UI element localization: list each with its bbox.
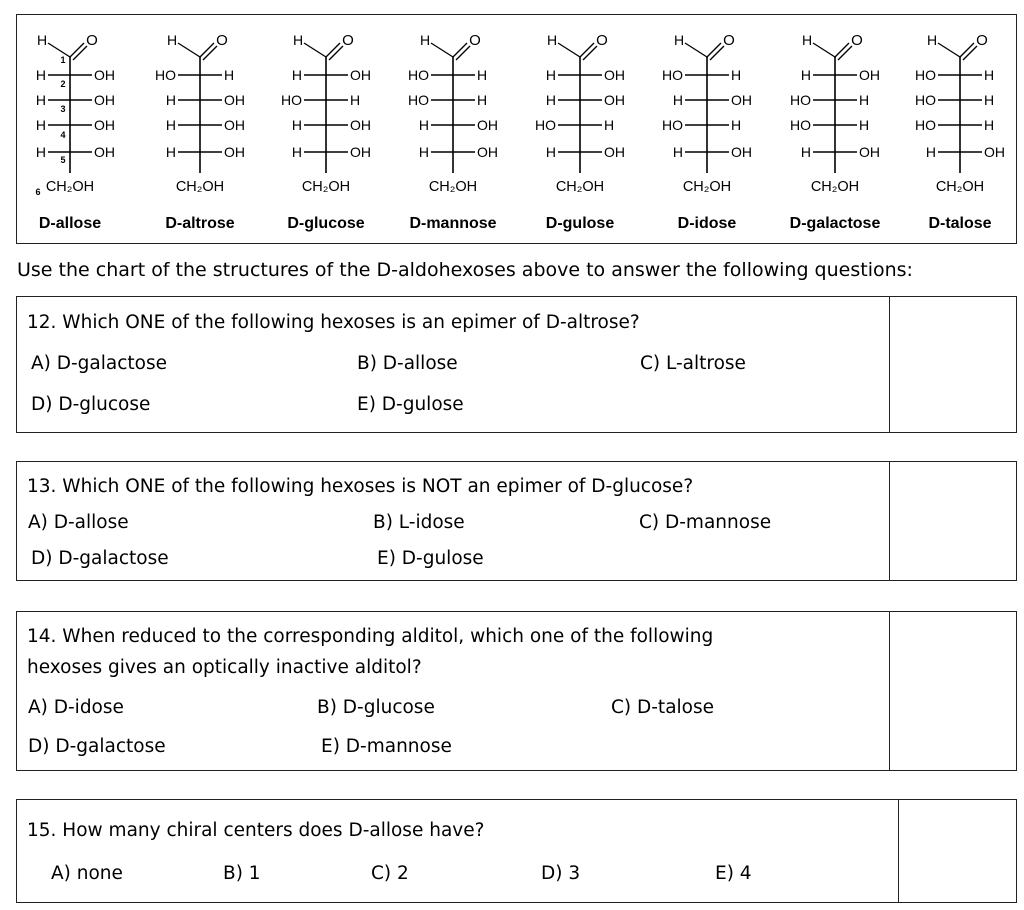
double-bond <box>200 43 214 57</box>
carbon-number-6: 6 <box>35 187 41 197</box>
question-15 <box>16 799 1017 903</box>
fischer-projection <box>520 15 640 215</box>
double-bond <box>70 43 84 57</box>
structure-d-allose <box>10 15 130 245</box>
aldehyde-h: H <box>36 32 48 48</box>
double-bond <box>73 46 87 60</box>
right-substituent: H <box>477 67 488 83</box>
structure-d-altrose <box>140 15 260 245</box>
q13-option-e[interactable]: E) D-gulose <box>377 548 484 569</box>
left-substituent: H <box>545 144 556 160</box>
ch2oh-group: CH₂OH <box>555 179 605 195</box>
left-substituent: H <box>800 67 811 83</box>
ch2oh-group: CH₂OH <box>175 179 225 195</box>
ch2oh-group: CH₂OH <box>301 179 351 195</box>
left-substituent: HO <box>155 67 176 83</box>
aldehyde-o: O <box>216 32 228 49</box>
right-substituent: H <box>350 92 361 108</box>
double-bond <box>326 43 340 57</box>
left-substituent: HO <box>915 117 936 133</box>
fischer-projection <box>140 15 260 215</box>
double-bond <box>580 43 594 57</box>
fischer-projection <box>393 15 513 215</box>
left-substituent: H <box>165 92 176 108</box>
aldehyde-h: H <box>292 32 304 48</box>
left-substituent: H <box>418 144 429 160</box>
left-substituent: H <box>672 144 683 160</box>
aldehyde-h: H <box>801 32 813 48</box>
right-substituent: H <box>731 117 742 133</box>
left-substituent: H <box>291 117 302 133</box>
aldehyde-o: O <box>851 32 863 49</box>
bond <box>178 43 200 57</box>
right-substituent: OH <box>984 144 1005 160</box>
left-substituent: HO <box>281 92 302 108</box>
carbon-number-5: 5 <box>60 155 66 165</box>
left-substituent: H <box>165 144 176 160</box>
right-substituent: H <box>859 92 870 108</box>
left-substituent: HO <box>915 67 936 83</box>
q12-option-a[interactable]: A) D-galactose <box>31 353 167 374</box>
left-substituent: H <box>418 117 429 133</box>
structure-name: D-altrose <box>165 215 235 232</box>
right-substituent: H <box>224 67 235 83</box>
right-substituent: OH <box>224 144 245 160</box>
carbon-number-1: 1 <box>60 55 66 65</box>
structure-d-gulose <box>520 15 640 245</box>
double-bond <box>583 46 597 60</box>
aldehyde-o: O <box>596 32 608 49</box>
bond <box>938 43 960 57</box>
left-substituent: H <box>672 92 683 108</box>
aldehyde-o: O <box>976 32 988 49</box>
carbon-number-3: 3 <box>60 104 66 114</box>
right-substituent: H <box>984 67 995 83</box>
double-bond <box>203 46 217 60</box>
right-substituent: H <box>984 92 995 108</box>
right-substituent: OH <box>350 67 371 83</box>
ch2oh-group: CH₂OH <box>428 179 478 195</box>
right-substituent: OH <box>731 144 752 160</box>
left-substituent: H <box>545 92 556 108</box>
aldehyde-h: H <box>926 32 938 48</box>
left-substituent: HO <box>662 117 683 133</box>
structure-d-talose <box>900 15 1020 245</box>
fischer-projection <box>266 15 386 215</box>
double-bond <box>838 46 852 60</box>
q13-option-b[interactable]: B) L-idose <box>373 512 465 533</box>
right-substituent: OH <box>350 144 371 160</box>
left-substituent: H <box>165 117 176 133</box>
bond <box>431 43 453 57</box>
right-substituent: OH <box>94 67 115 83</box>
aldehyde-o: O <box>469 32 481 49</box>
aldehyde-h: H <box>673 32 685 48</box>
right-substituent: OH <box>477 117 498 133</box>
q12-option-b[interactable]: B) D-allose <box>357 353 458 374</box>
aldehyde-h: H <box>546 32 558 48</box>
question-12-prompt: 12. Which ONE of the following hexoses is an epimer of D-altrose? <box>27 312 640 333</box>
bond <box>48 43 70 57</box>
structure-d-galactose <box>775 15 895 245</box>
carbon-number-4: 4 <box>60 130 66 140</box>
q12-option-e[interactable]: E) D-gulose <box>357 394 464 415</box>
ch2oh-group: CH₂OH <box>935 179 985 195</box>
q13-option-d[interactable]: D) D-galactose <box>31 548 169 569</box>
right-substituent: H <box>731 67 742 83</box>
q14-option-c[interactable]: C) D-talose <box>611 697 715 718</box>
right-substituent: OH <box>224 92 245 108</box>
right-substituent: H <box>859 117 870 133</box>
ch2oh-group: CH₂OH <box>682 179 732 195</box>
instructions: Use the chart of the structures of the D-aldohexoses above to answer the following questions: <box>17 259 913 281</box>
double-bond <box>456 46 470 60</box>
bond <box>558 43 580 57</box>
right-substituent: H <box>984 117 995 133</box>
double-bond <box>835 43 849 57</box>
question-14-prompt-line1: 14. When reduced to the corresponding alditol, which one of the following <box>27 626 714 647</box>
q15-option-b[interactable]: B) 1 <box>223 863 261 884</box>
right-substituent: OH <box>94 117 115 133</box>
right-substituent: H <box>477 92 488 108</box>
left-substituent: H <box>800 144 811 160</box>
left-substituent: H <box>291 144 302 160</box>
fischer-projection <box>900 15 1020 215</box>
question-13 <box>16 461 1017 581</box>
ch2oh-group: CH₂OH <box>810 179 860 195</box>
structure-name: D-glucose <box>287 215 365 232</box>
right-substituent: OH <box>859 144 880 160</box>
structure-name: D-idose <box>677 215 737 232</box>
question-15-prompt: 15. How many chiral centers does D-allose have? <box>27 820 485 841</box>
double-bond <box>963 46 977 60</box>
carbon-number-2: 2 <box>60 79 66 89</box>
bond <box>685 43 707 57</box>
fischer-projection <box>775 15 895 215</box>
q15-option-e[interactable]: E) 4 <box>715 863 752 884</box>
left-substituent: HO <box>408 67 429 83</box>
q12-option-c[interactable]: C) L-altrose <box>640 353 746 374</box>
right-substituent: OH <box>94 144 115 160</box>
right-substituent: OH <box>731 92 752 108</box>
left-substituent: H <box>35 92 46 108</box>
q15-option-d[interactable]: D) 3 <box>541 863 581 884</box>
aldehyde-o: O <box>723 32 735 49</box>
bond <box>813 43 835 57</box>
right-substituent: OH <box>604 67 625 83</box>
q15-option-c[interactable]: C) 2 <box>371 863 409 884</box>
double-bond <box>710 46 724 60</box>
structure-name: D-gulose <box>545 215 615 232</box>
right-substituent: OH <box>94 92 115 108</box>
double-bond <box>453 43 467 57</box>
left-substituent: HO <box>790 92 811 108</box>
double-bond <box>329 46 343 60</box>
right-substituent: OH <box>224 117 245 133</box>
q15-option-a[interactable]: A) none <box>51 863 123 884</box>
fischer-projection <box>10 15 130 215</box>
q14-option-a[interactable]: A) D-idose <box>28 697 124 718</box>
left-substituent: HO <box>408 92 429 108</box>
right-substituent: OH <box>477 144 498 160</box>
right-substituent: H <box>604 117 615 133</box>
double-bond <box>707 43 721 57</box>
structure-d-mannose <box>393 15 513 245</box>
right-substituent: OH <box>350 117 371 133</box>
aldehyde-h: H <box>419 32 431 48</box>
right-substituent: OH <box>604 144 625 160</box>
left-substituent: HO <box>915 92 936 108</box>
left-substituent: HO <box>662 67 683 83</box>
fischer-projection <box>647 15 767 215</box>
left-substituent: H <box>35 144 46 160</box>
q12-option-d[interactable]: D) D-glucose <box>31 394 151 415</box>
q13-option-a[interactable]: A) D-allose <box>28 512 129 533</box>
q14-option-d[interactable]: D) D-galactose <box>28 736 166 757</box>
left-substituent: H <box>35 117 46 133</box>
bond <box>304 43 326 57</box>
ch2oh-group: CH₂OH <box>45 179 95 195</box>
q14-option-b[interactable]: B) D-glucose <box>317 697 435 718</box>
question-14 <box>16 611 1017 771</box>
aldehyde-o: O <box>342 32 354 49</box>
structure-name: D-talose <box>928 215 992 232</box>
left-substituent: H <box>925 144 936 160</box>
question-12 <box>16 296 1017 433</box>
question-13-prompt: 13. Which ONE of the following hexoses is NOT an epimer of D-glucose? <box>27 476 694 497</box>
question-14-prompt-line2: hexoses gives an optically inactive alditol? <box>27 657 422 678</box>
structure-name: D-allose <box>38 215 102 232</box>
aldehyde-o: O <box>86 32 98 49</box>
right-substituent: OH <box>604 92 625 108</box>
q14-option-e[interactable]: E) D-mannose <box>321 736 452 757</box>
left-substituent: H <box>35 67 46 83</box>
structure-name: D-mannose <box>409 215 497 232</box>
structure-d-glucose <box>266 15 386 245</box>
left-substituent: H <box>291 67 302 83</box>
aldohexose-chart <box>16 14 1017 244</box>
left-substituent: HO <box>535 117 556 133</box>
structure-name: D-galactose <box>789 215 881 232</box>
aldehyde-h: H <box>166 32 178 48</box>
left-substituent: HO <box>790 117 811 133</box>
structure-d-idose <box>647 15 767 245</box>
left-substituent: H <box>545 67 556 83</box>
q13-option-c[interactable]: C) D-mannose <box>639 512 772 533</box>
double-bond <box>960 43 974 57</box>
right-substituent: OH <box>859 67 880 83</box>
